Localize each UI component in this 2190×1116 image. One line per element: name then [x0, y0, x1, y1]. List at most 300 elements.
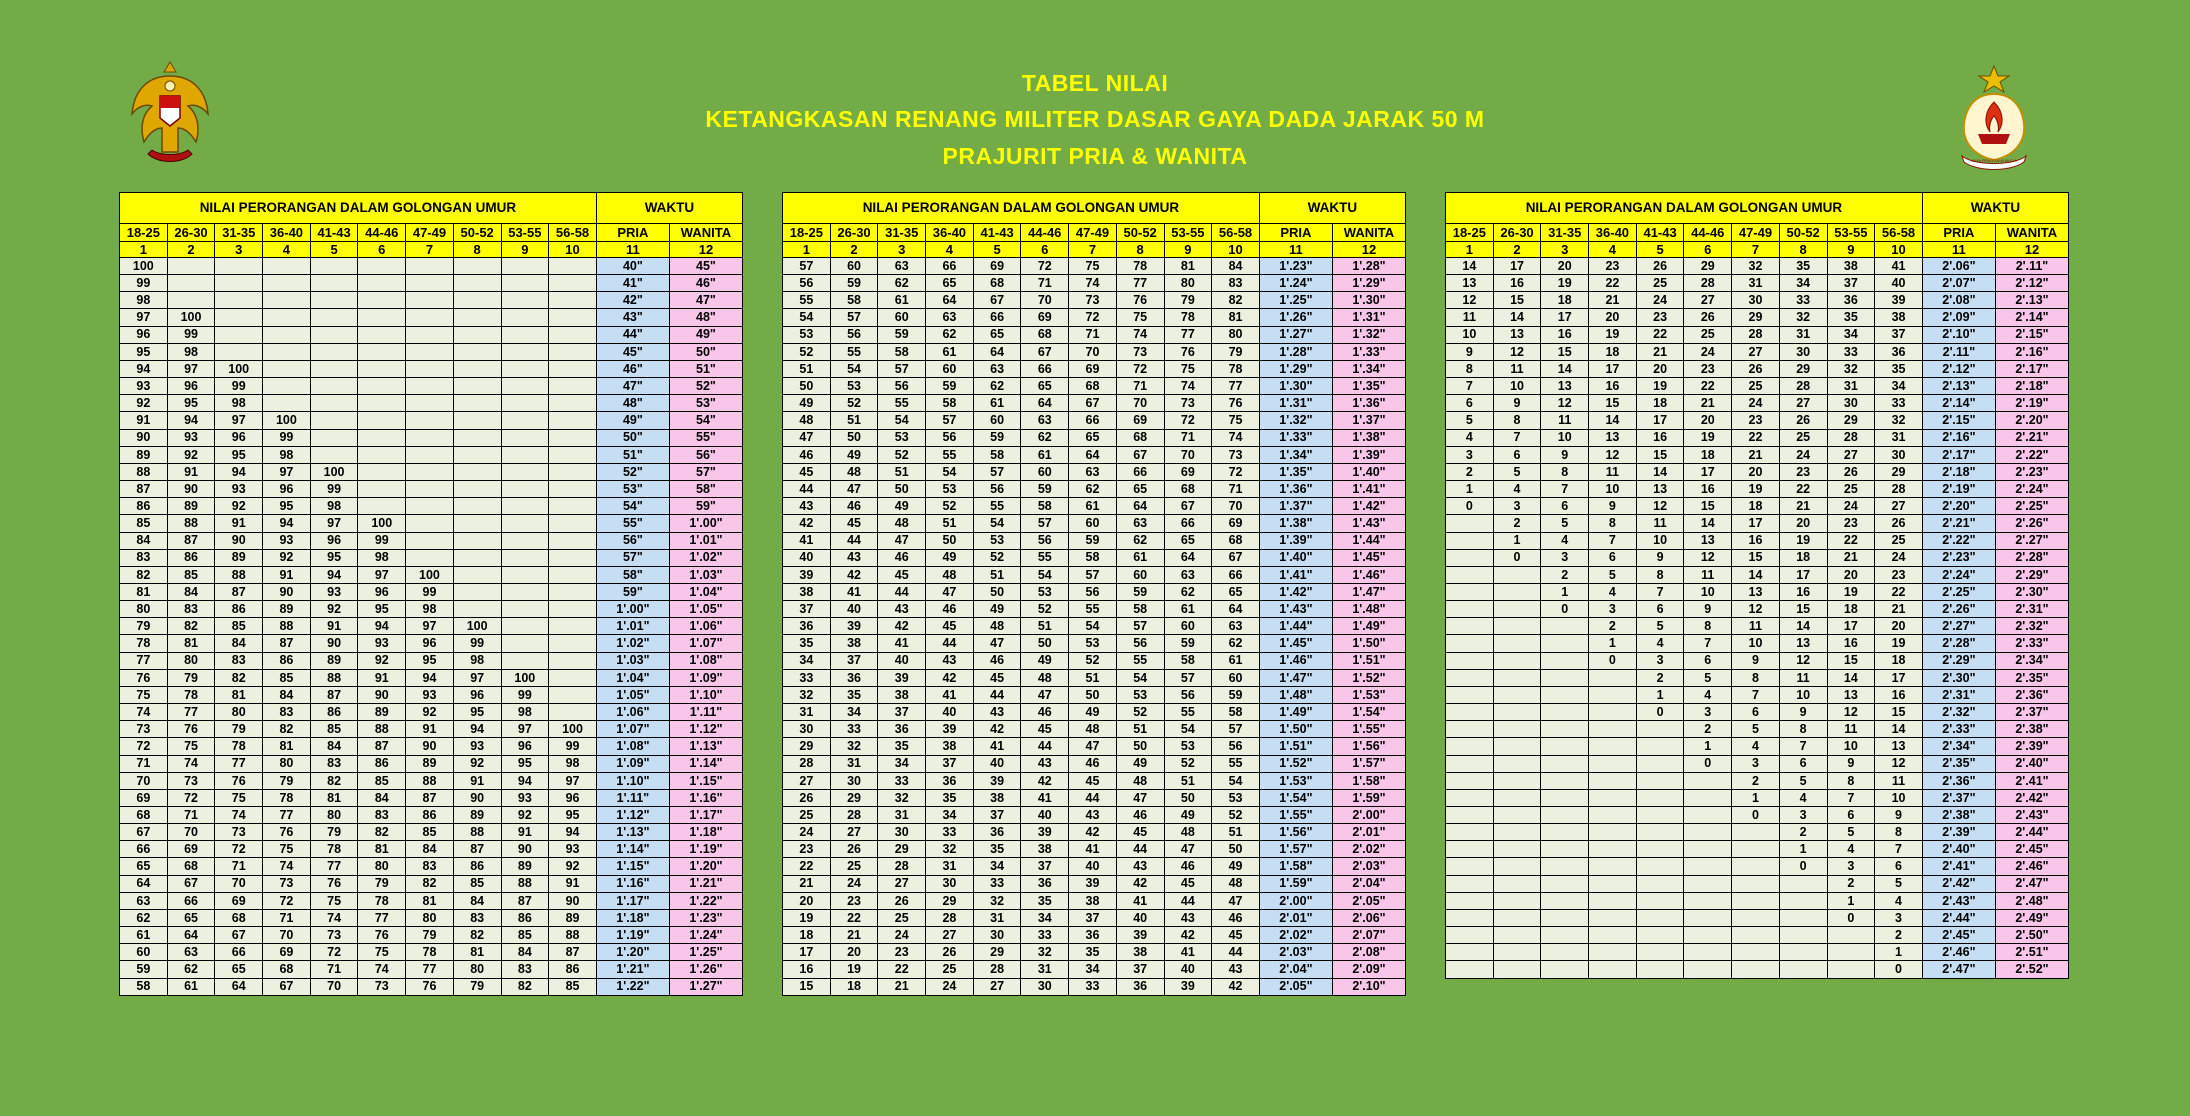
table-row	[783, 258, 1406, 275]
table-cell: 92	[549, 858, 597, 875]
pria-time-cell: 1'.11"	[596, 789, 669, 806]
table-cell: 2	[1875, 927, 1923, 944]
table-cell: 28	[1827, 429, 1875, 446]
table-cell: 45	[1069, 772, 1117, 789]
table-cell: 95	[263, 498, 311, 515]
table-row	[1446, 601, 2069, 618]
table-cell: 73	[1116, 343, 1164, 360]
wanita-time-cell: 45"	[669, 258, 742, 275]
table-cell: 78	[215, 738, 263, 755]
table-cell: 50	[1021, 635, 1069, 652]
table-cell: 82	[406, 875, 454, 892]
table-row	[1446, 635, 2069, 652]
table-cell: 55	[926, 446, 974, 463]
time-heading: WAKTU	[1922, 193, 2068, 224]
table-cell	[1446, 601, 1494, 618]
table-cell: 66	[1021, 360, 1069, 377]
table-cell: 45	[1116, 824, 1164, 841]
table-cell: 4	[1541, 532, 1589, 549]
score-table-1	[119, 192, 743, 996]
table-cell: 30	[830, 772, 878, 789]
table-cell: 70	[310, 978, 358, 995]
table-cell: 58	[1164, 652, 1212, 669]
table-cell	[1684, 789, 1732, 806]
table-cell: 73	[310, 927, 358, 944]
table-cell: 3	[1493, 498, 1541, 515]
column-number: 5	[973, 242, 1021, 258]
table-cell: 62	[926, 326, 974, 343]
table-row	[120, 721, 743, 738]
table-cell: 10	[1684, 583, 1732, 600]
table-cell	[501, 566, 549, 583]
table-row	[120, 978, 743, 995]
wanita-time-cell: 2'.10"	[1332, 978, 1405, 995]
table-cell: 6	[1446, 395, 1494, 412]
table-cell: 49	[1021, 652, 1069, 669]
table-cell: 57	[1069, 566, 1117, 583]
table-cell: 85	[358, 772, 406, 789]
table-cell: 93	[406, 686, 454, 703]
table-cell: 93	[358, 635, 406, 652]
table-cell: 75	[1212, 412, 1260, 429]
table-cell: 70	[1212, 498, 1260, 515]
table-cell: 74	[120, 704, 168, 721]
table-cell: 1	[1541, 583, 1589, 600]
table-cell: 40	[878, 652, 926, 669]
wanita-time-cell: 2'.29"	[1995, 566, 2068, 583]
table-cell: 45	[878, 566, 926, 583]
table-cell: 1	[1779, 841, 1827, 858]
table-cell: 20	[830, 944, 878, 961]
table-cell: 40	[973, 755, 1021, 772]
table-cell: 64	[1212, 601, 1260, 618]
table-row	[120, 944, 743, 961]
table-cell: 46	[783, 446, 831, 463]
table-cell: 13	[1446, 275, 1494, 292]
table-cell: 66	[1116, 463, 1164, 480]
table-cell	[1541, 789, 1589, 806]
table-cell: 21	[783, 875, 831, 892]
table-row	[1446, 309, 2069, 326]
table-row	[1446, 841, 2069, 858]
table-cell: 41	[1069, 841, 1117, 858]
table-cell: 98	[453, 652, 501, 669]
table-cell: 5	[1779, 772, 1827, 789]
table-row	[1446, 378, 2069, 395]
wanita-time-cell: 1'.17"	[669, 807, 742, 824]
table-cell	[501, 532, 549, 549]
table-cell: 60	[830, 258, 878, 275]
table-cell: 42	[1164, 927, 1212, 944]
table-cell: 62	[1116, 532, 1164, 549]
table-cell	[501, 652, 549, 669]
table-cell: 99	[358, 532, 406, 549]
table-row	[120, 669, 743, 686]
pria-time-cell: 52"	[596, 463, 669, 480]
table-cell: 12	[1827, 704, 1875, 721]
table-cell	[1779, 909, 1827, 926]
age-group-header: 41-43	[973, 224, 1021, 242]
table-cell: 45	[1164, 875, 1212, 892]
pria-time-cell: 1'.39"	[1259, 532, 1332, 549]
table-cell: 48	[878, 515, 926, 532]
table-cell: 73	[215, 824, 263, 841]
table-cell: 14	[1636, 463, 1684, 480]
table-cell: 7	[1446, 378, 1494, 395]
table-cell: 90	[120, 429, 168, 446]
table-cell: 58	[973, 446, 1021, 463]
table-cell: 11	[1827, 721, 1875, 738]
table-cell: 20	[1636, 360, 1684, 377]
table-cell	[501, 292, 549, 309]
wanita-time-cell: 2'.21"	[1995, 429, 2068, 446]
table-cell: 83	[310, 755, 358, 772]
table-cell: 78	[310, 841, 358, 858]
wanita-time-cell: 1'.56"	[1332, 738, 1405, 755]
table-cell	[549, 463, 597, 480]
table-cell	[501, 549, 549, 566]
table-cell: 23	[1779, 463, 1827, 480]
table-cell	[215, 343, 263, 360]
table-cell: 92	[120, 395, 168, 412]
table-cell	[263, 343, 311, 360]
pria-time-cell: 1'.50"	[1259, 721, 1332, 738]
wanita-time-cell: 1'.00"	[669, 515, 742, 532]
table-cell: 7	[1589, 532, 1637, 549]
table-cell: 63	[926, 309, 974, 326]
wanita-time-cell: 1'.21"	[669, 875, 742, 892]
table-cell: 32	[783, 686, 831, 703]
table-cell: 49	[830, 446, 878, 463]
pria-time-cell: 2'.25"	[1922, 583, 1995, 600]
table-cell: 8	[1493, 412, 1541, 429]
table-cell: 76	[358, 927, 406, 944]
wanita-time-cell: 50"	[669, 343, 742, 360]
table-cell: 64	[1069, 446, 1117, 463]
table-cell	[549, 635, 597, 652]
table-cell: 5	[1541, 515, 1589, 532]
table-cell: 8	[1732, 669, 1780, 686]
column-number: 11	[596, 242, 669, 258]
table-cell	[1589, 738, 1637, 755]
table-cell: 0	[1446, 498, 1494, 515]
table-row	[1446, 583, 2069, 600]
table-cell: 92	[358, 652, 406, 669]
table-cell: 52	[926, 498, 974, 515]
table-cell: 9	[1446, 343, 1494, 360]
table-cell: 61	[1212, 652, 1260, 669]
wanita-time-cell: 1'.54"	[1332, 704, 1405, 721]
table-cell	[1446, 909, 1494, 926]
table-cell: 30	[878, 824, 926, 841]
table-cell: 75	[263, 841, 311, 858]
pria-time-cell: 2'.36"	[1922, 772, 1995, 789]
table-row	[783, 961, 1406, 978]
table-cell	[501, 601, 549, 618]
table-cell: 53	[926, 481, 974, 498]
table-cell: 42	[830, 566, 878, 583]
column-number: 12	[669, 242, 742, 258]
table-row	[120, 618, 743, 635]
table-cell: 33	[1827, 343, 1875, 360]
table-cell: 88	[453, 824, 501, 841]
table-cell: 99	[453, 635, 501, 652]
table-cell: 42	[1116, 875, 1164, 892]
table-cell: 81	[263, 738, 311, 755]
pria-time-cell: 1'.05"	[596, 686, 669, 703]
pria-time-cell: 2'.01"	[1259, 909, 1332, 926]
pria-time-cell: 2'.31"	[1922, 686, 1995, 703]
pria-time-cell: 2'.28"	[1922, 635, 1995, 652]
table-cell: 5	[1875, 875, 1923, 892]
table-cell: 0	[1589, 652, 1637, 669]
table-cell: 39	[878, 669, 926, 686]
table-cell: 16	[783, 961, 831, 978]
table-row	[783, 309, 1406, 326]
table-cell	[453, 532, 501, 549]
table-cell	[1493, 858, 1541, 875]
table-cell: 33	[973, 875, 1021, 892]
table-cell: 83	[1212, 275, 1260, 292]
table-cell: 70	[1069, 343, 1117, 360]
table-row	[783, 395, 1406, 412]
table-cell: 90	[263, 583, 311, 600]
table-cell: 9	[1589, 498, 1637, 515]
table-cell: 99	[549, 738, 597, 755]
pria-time-cell: 2'.08"	[1922, 292, 1995, 309]
table-cell: 16	[1684, 481, 1732, 498]
pria-time-cell: 1'.37"	[1259, 498, 1332, 515]
table-cell	[406, 378, 454, 395]
table-cell	[1493, 738, 1541, 755]
table-cell: 86	[310, 704, 358, 721]
table-cell: 25	[1827, 481, 1875, 498]
table-row	[120, 566, 743, 583]
table-cell: 66	[1069, 412, 1117, 429]
table-cell: 41	[973, 738, 1021, 755]
table-cell: 94	[120, 360, 168, 377]
table-cell: 61	[1116, 549, 1164, 566]
pria-time-cell: 1'.46"	[1259, 652, 1332, 669]
table-cell: 54	[1021, 566, 1069, 583]
table-cell: 45	[973, 669, 1021, 686]
table-cell: 12	[1636, 498, 1684, 515]
table-cell: 65	[215, 961, 263, 978]
age-group-header: 26-30	[167, 224, 215, 242]
table-cell: 14	[1589, 412, 1637, 429]
header-row-title	[1446, 193, 2069, 224]
column-number: 4	[1589, 242, 1637, 258]
table-cell: 100	[215, 360, 263, 377]
table-cell: 65	[926, 275, 974, 292]
table-cell	[501, 446, 549, 463]
pria-time-cell: 59"	[596, 583, 669, 600]
table-cell: 11	[1493, 360, 1541, 377]
table-cell: 69	[1069, 360, 1117, 377]
table-cell: 89	[263, 601, 311, 618]
table-cell: 83	[358, 807, 406, 824]
pria-time-cell: 2'.46"	[1922, 944, 1995, 961]
table-cell: 11	[1636, 515, 1684, 532]
table-cell: 32	[1021, 944, 1069, 961]
table-cell	[1446, 824, 1494, 841]
table-cell	[453, 446, 501, 463]
table-cell: 12	[1875, 755, 1923, 772]
pria-time-cell: 2'.14"	[1922, 395, 1995, 412]
wanita-time-cell: 1'.52"	[1332, 669, 1405, 686]
table-cell	[358, 429, 406, 446]
pria-time-cell: 2'.22"	[1922, 532, 1995, 549]
table-cell: 9	[1684, 601, 1732, 618]
table-cell: 71	[263, 909, 311, 926]
table-cell: 17	[1732, 515, 1780, 532]
table-row	[120, 446, 743, 463]
table-row	[120, 875, 743, 892]
table-cell: 9	[1493, 395, 1541, 412]
table-cell: 93	[167, 429, 215, 446]
age-group-header: 56-58	[1212, 224, 1260, 242]
table-cell: 84	[501, 944, 549, 961]
column-number: 10	[1212, 242, 1260, 258]
table-cell: 25	[783, 807, 831, 824]
table-cell	[358, 446, 406, 463]
table-cell: 49	[1212, 858, 1260, 875]
wanita-time-cell: 1'.02"	[669, 549, 742, 566]
table-cell: 98	[215, 395, 263, 412]
pria-time-cell: 2'.33"	[1922, 721, 1995, 738]
age-group-header: 41-43	[1636, 224, 1684, 242]
table-cell: 91	[406, 721, 454, 738]
wanita-time-cell: 1'.53"	[1332, 686, 1405, 703]
table-cell: 42	[1212, 978, 1260, 995]
wanita-time-cell: 47"	[669, 292, 742, 309]
table-cell: 82	[310, 772, 358, 789]
table-cell: 25	[926, 961, 974, 978]
table-cell	[1541, 618, 1589, 635]
table-cell	[453, 515, 501, 532]
table-cell: 43	[1164, 909, 1212, 926]
table-cell: 82	[167, 618, 215, 635]
table-cell: 68	[1116, 429, 1164, 446]
table-cell: 40	[926, 704, 974, 721]
table-cell	[1541, 841, 1589, 858]
table-cell	[1493, 635, 1541, 652]
table-cell: 28	[1684, 275, 1732, 292]
table-cell: 18	[1589, 343, 1637, 360]
wanita-time-cell: 1'.33"	[1332, 343, 1405, 360]
table-cell: 51	[1069, 669, 1117, 686]
table-cell: 100	[406, 566, 454, 583]
table-cell: 84	[263, 686, 311, 703]
table-cell	[1636, 721, 1684, 738]
table-row	[120, 275, 743, 292]
table-cell: 41	[830, 583, 878, 600]
pria-time-cell: 1'.43"	[1259, 601, 1332, 618]
table-cell: 80	[1164, 275, 1212, 292]
table-row	[783, 944, 1406, 961]
table-cell: 63	[1116, 515, 1164, 532]
table-cell	[1493, 601, 1541, 618]
table-cell	[1493, 704, 1541, 721]
table-cell: 41	[783, 532, 831, 549]
table-cell: 12	[1446, 292, 1494, 309]
table-cell: 91	[310, 618, 358, 635]
table-cell: 89	[215, 549, 263, 566]
table-row	[120, 635, 743, 652]
table-cell: 99	[120, 275, 168, 292]
table-cell: 52	[783, 343, 831, 360]
wanita-time-cell: 2'.46"	[1995, 858, 2068, 875]
table-row	[120, 292, 743, 309]
table-cell: 49	[1164, 807, 1212, 824]
table-cell: 66	[167, 892, 215, 909]
wanita-time-cell: 2'.06"	[1332, 909, 1405, 926]
table-cell: 23	[1875, 566, 1923, 583]
army-emblem-icon	[1954, 62, 2034, 172]
pria-time-cell: 2'.38"	[1922, 807, 1995, 824]
table-cell: 66	[215, 944, 263, 961]
table-cell: 27	[1732, 343, 1780, 360]
table-cell	[406, 446, 454, 463]
table-cell: 69	[263, 944, 311, 961]
column-number: 10	[1875, 242, 1923, 258]
table-cell	[167, 292, 215, 309]
table-cell: 94	[358, 618, 406, 635]
table-cell	[263, 275, 311, 292]
wanita-time-cell: 1'.32"	[1332, 326, 1405, 343]
table-cell: 87	[406, 789, 454, 806]
table-cell: 19	[783, 909, 831, 926]
table-cell	[1684, 961, 1732, 978]
table-cell: 28	[1779, 378, 1827, 395]
table-cell: 46	[1069, 755, 1117, 772]
column-number: 9	[1827, 242, 1875, 258]
table-cell: 3	[1636, 652, 1684, 669]
table-cell: 99	[263, 429, 311, 446]
table-cell: 35	[973, 841, 1021, 858]
table-cell: 97	[263, 463, 311, 480]
table-cell: 91	[215, 515, 263, 532]
table-cell: 36	[783, 618, 831, 635]
table-row	[783, 498, 1406, 515]
pria-time-cell: 1'.14"	[596, 841, 669, 858]
column-number: 4	[926, 242, 974, 258]
table-cell: 73	[1164, 395, 1212, 412]
pria-time-cell: 2'.43"	[1922, 892, 1995, 909]
table-cell: 48	[1116, 772, 1164, 789]
wanita-time-cell: 1'.01"	[669, 532, 742, 549]
table-cell: 4	[1446, 429, 1494, 446]
table-row	[1446, 343, 2069, 360]
pria-time-cell: 2'.19"	[1922, 481, 1995, 498]
age-group-header: 50-52	[1779, 224, 1827, 242]
table-cell: 40	[1875, 275, 1923, 292]
table-cell	[453, 395, 501, 412]
table-cell: 63	[1069, 463, 1117, 480]
table-cell: 77	[263, 807, 311, 824]
table-cell: 100	[453, 618, 501, 635]
table-cell: 26	[1875, 515, 1923, 532]
table-cell: 31	[1779, 326, 1827, 343]
table-cell: 60	[1116, 566, 1164, 583]
wanita-time-cell: 1'.05"	[669, 601, 742, 618]
table-cell: 48	[783, 412, 831, 429]
table-row	[120, 412, 743, 429]
table-cell: 70	[167, 824, 215, 841]
table-cell: 81	[310, 789, 358, 806]
wanita-time-cell: 2'.34"	[1995, 652, 2068, 669]
table-row	[783, 275, 1406, 292]
